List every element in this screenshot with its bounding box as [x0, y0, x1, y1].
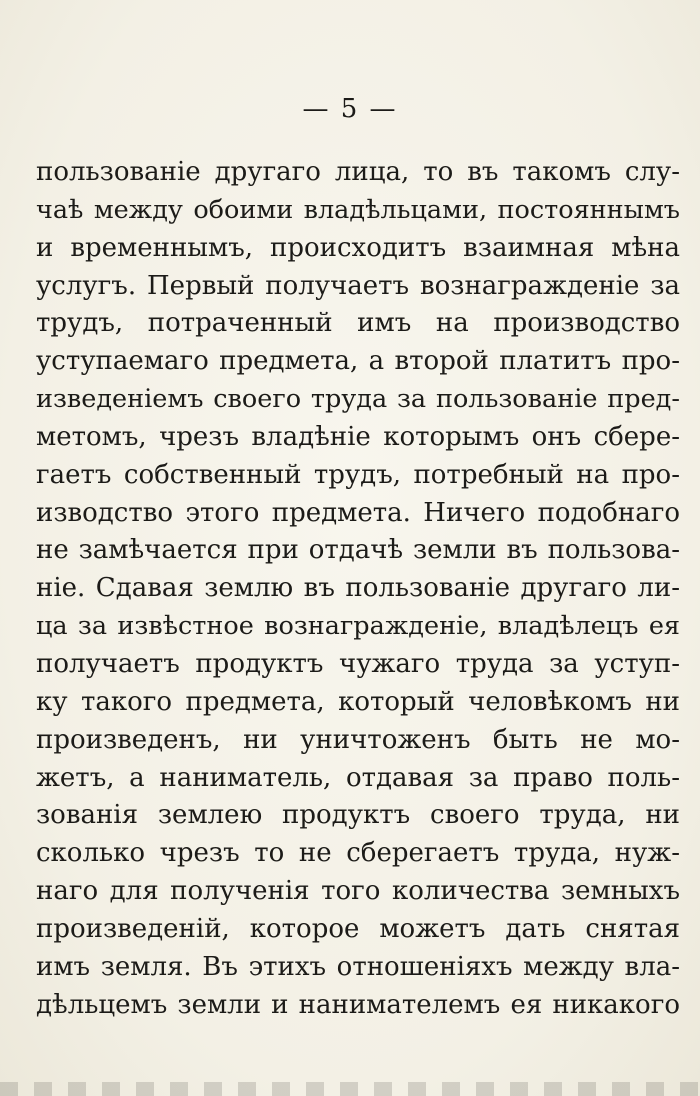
- text-line: произведенъ, ни уничтоженъ быть не мо-: [36, 724, 680, 755]
- text-line: и временнымъ, происходитъ взаимная мѣна: [36, 232, 680, 263]
- text-line: пользованіе другаго лица, то въ такомъ слу-: [36, 157, 680, 187]
- bleed-through-strip: [0, 1082, 700, 1096]
- text-line: сколько чрезъ то не сберегаетъ труда, нуж-: [36, 838, 680, 869]
- text-line: ца за извѣстное вознагражденіе, владѣлецъ ея: [36, 611, 680, 642]
- text-line: изводство этого предмета. Ничего подобнаго: [36, 497, 680, 528]
- text-line: имъ земля. Въ этихъ отношеніяхъ между вла-: [36, 951, 680, 982]
- text-line: наго для полученія того количества земныхъ: [36, 876, 680, 907]
- text-line: ку такого предмета, который человѣкомъ ни: [36, 686, 680, 717]
- text-line: метомъ, чрезъ владѣніе которымъ онъ сбере-: [36, 421, 680, 452]
- text-line: ніе. Сдавая землю въ пользованіе другаго ли-: [36, 573, 680, 604]
- text-line: трудъ, потраченный имъ на производство: [36, 308, 680, 339]
- text-line: зованія землею продуктъ своего труда, ни: [36, 800, 680, 831]
- text-line: услугъ. Первый получаетъ вознагражденіе за: [36, 270, 680, 301]
- text-line: гаетъ собственный трудъ, потребный на про-: [36, 459, 680, 490]
- body-text: [36, 154, 680, 1024]
- text-line: изведеніемъ своего труда за пользованіе пред-: [36, 384, 680, 415]
- text-line: получаетъ продуктъ чужаго труда за уступ-: [36, 648, 680, 679]
- text-line: уступаемаго предмета, а второй платитъ про-: [36, 346, 680, 377]
- page-number: — 5 —: [302, 94, 398, 124]
- text-line: жетъ, а наниматель, отдавая за право поль-: [36, 762, 680, 793]
- text-line: не замѣчается при отдачѣ земли въ пользова-: [36, 535, 680, 566]
- text-line: чаѣ между обоими владѣльцами, постояннымъ: [36, 194, 680, 225]
- text-line: дѣльцемъ земли и нанимателемъ ея никакого: [36, 989, 680, 1020]
- text-line: произведеній, которое можетъ дать снятая: [36, 913, 680, 944]
